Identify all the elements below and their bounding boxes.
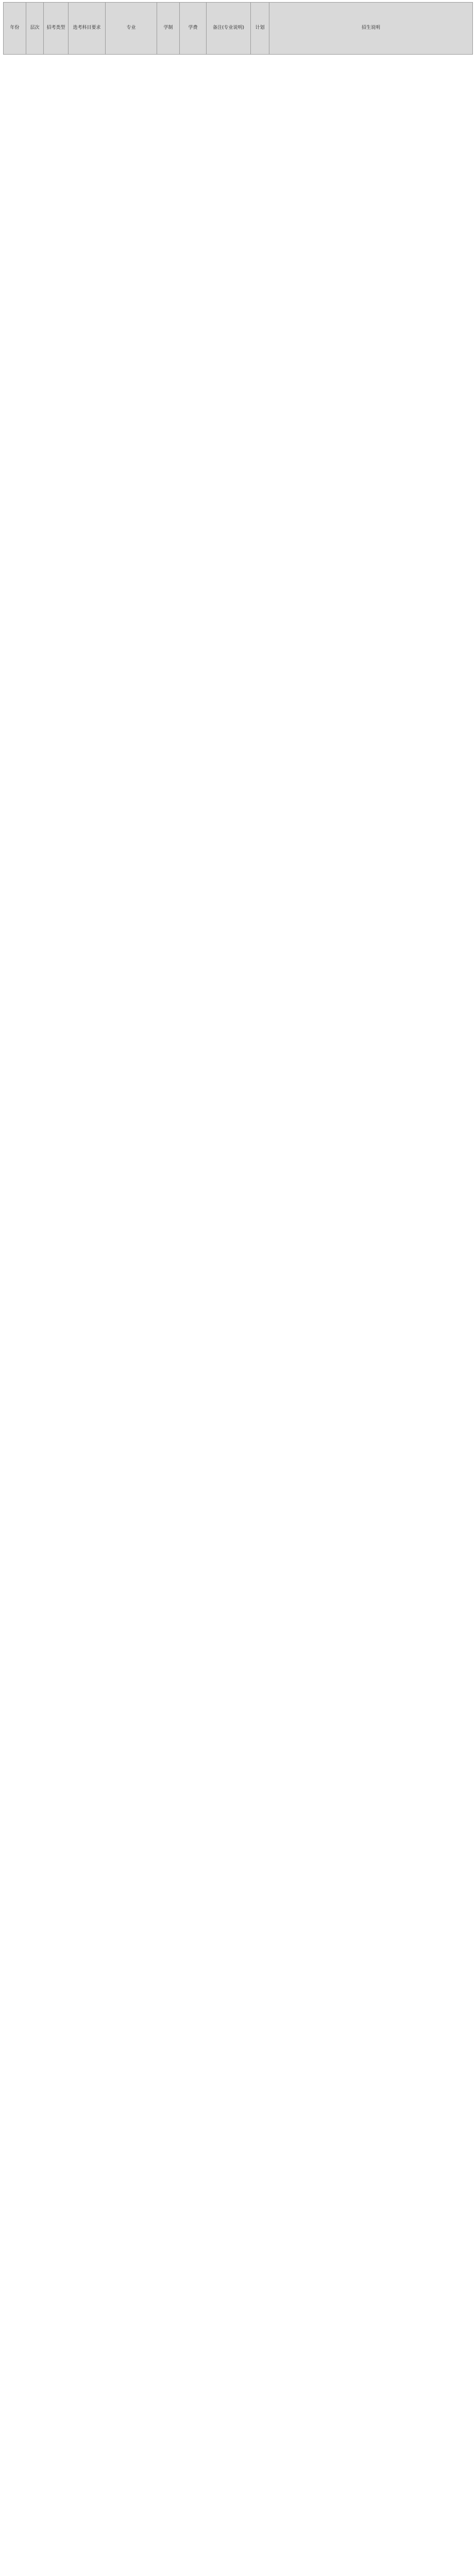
plan-table-container <box>0 0 476 57</box>
table-header-row <box>4 3 473 55</box>
column-header: 学费 <box>180 3 207 55</box>
column-header: 招生说明 <box>269 3 473 55</box>
column-header: 学制 <box>157 3 180 55</box>
column-header: 年份 <box>4 3 26 55</box>
enrollment-plan-table <box>3 2 473 55</box>
column-header: 层次 <box>26 3 44 55</box>
column-header: 专业 <box>106 3 157 55</box>
column-header: 备注(专业说明) <box>207 3 251 55</box>
column-header: 招考类型 <box>44 3 69 55</box>
column-header: 计划 <box>251 3 269 55</box>
column-header: 选考科目要求 <box>69 3 106 55</box>
